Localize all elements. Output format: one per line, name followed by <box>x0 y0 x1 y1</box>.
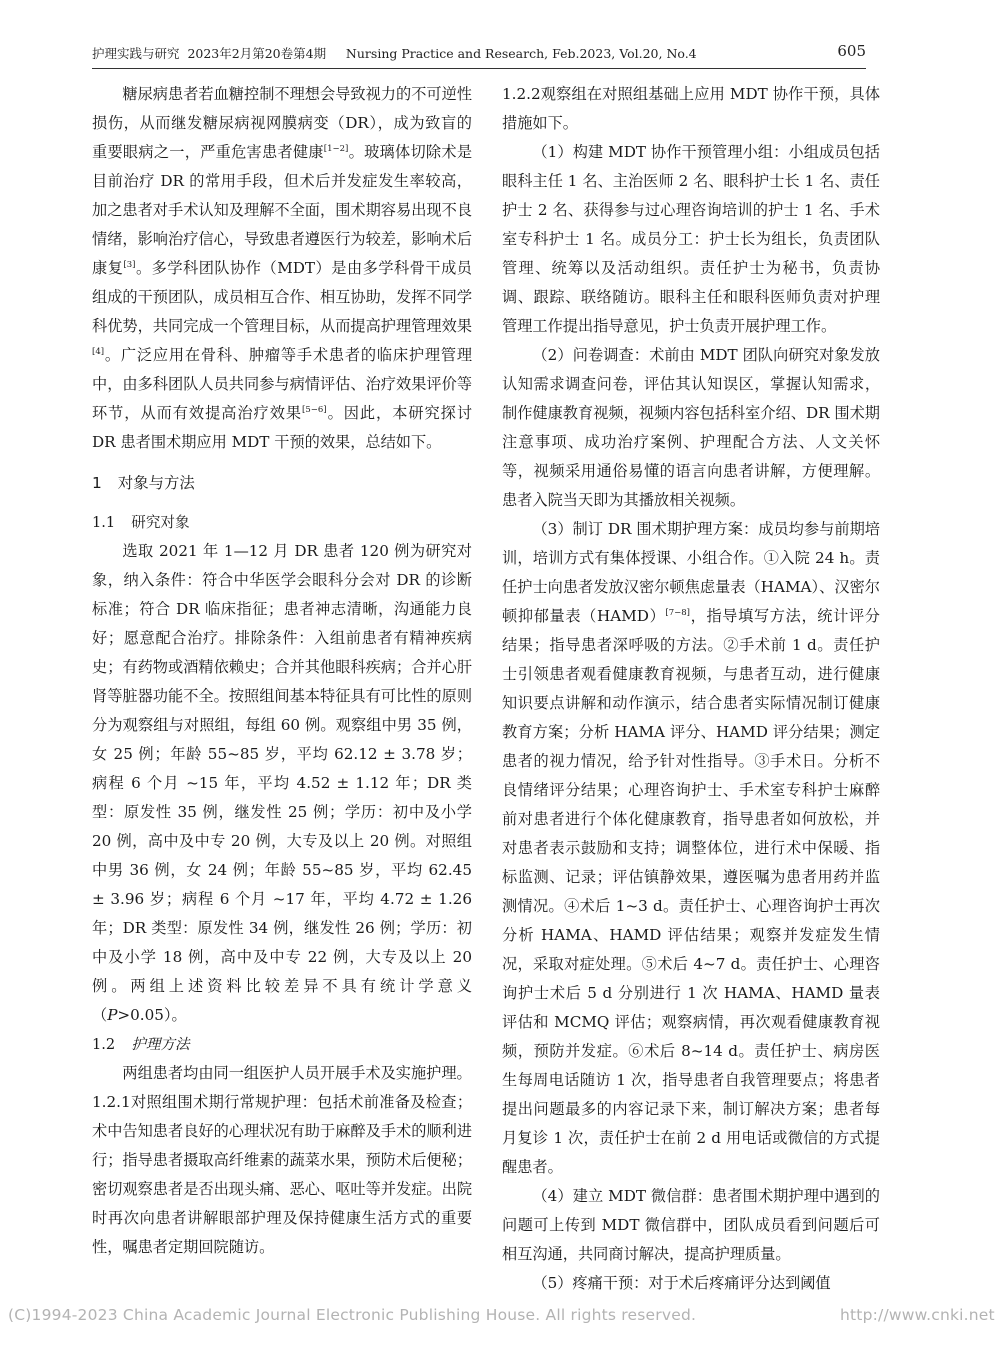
copyright-text: (C)1994-2023 China Academic Journal Electronic Publishing House. All rights reserved. <box>8 1306 697 1324</box>
section-heading-1-1: 1.1 研究对象 <box>92 514 190 531</box>
header-rule <box>92 68 866 69</box>
footer-link[interactable]: http://www.cnki.net <box>840 1306 995 1324</box>
section-number: 1.2.1 <box>92 1093 131 1111</box>
measure-item-4: （4）建立 MDT 微信群：患者围术期护理中遇到的问题可上传到 MDT 微信群中，团队成员看到问题后可相互沟通，共同商讨解决，提高护理质量。 <box>502 1187 880 1263</box>
copyright-footer <box>8 1306 995 1324</box>
control-group-paragraph: 1.2.1对照组围术期行常规护理：包括术前准备及检查；术中告知患者良好的心理状况有助于麻醉及手术的顺利进行；指导患者摄取高纤维素的蔬菜水果，预防术后便秘；密切观察患者是否出现头痛、恶心、呕吐等并发症。出院时再次向患者讲解眼部护理及保持健康生活方式的重要性，嘱患者定期回院随访。 <box>92 1093 472 1256</box>
section-title: 观察组 <box>540 85 587 103</box>
measure-item-5: （5）疼痛干预：对于术后疼痛评分达到阈值 <box>532 1274 831 1292</box>
citation[interactable]: [1−2] <box>323 143 349 154</box>
section-heading-1-2: 1.2 护理方法 <box>92 1036 190 1053</box>
subjects-paragraph: 选取 2021 年 1—12 月 DR 患者 120 例为研究对象，纳入条件：符合中华医学会眼科分会对 DR 的诊断标准；符合 DR 临床指征；患者神志清晰，沟通能力良好；愿意配合治疗。排除条件：入组前患者有精神疾病史；有药物或酒精依赖史；合并其他眼科疾病；合并心肝肾等脏器功能不全。按照组间基本特征具有可比性的原则分为观察组与对照组，每组 60 例。观察组中男 35 例，女 25 例；年龄 55~85 岁，平均 62.12 ± 3.78 岁；病程 6 个月 ~15 年，平均 4.52 ± 1.12 年；DR 类型：原发性 35 例，继发性 25 例；学历：初中及小学 20 例，高中及中专 20 例，大专及以上 20 例。对照组中男 36 例，女 24 例；年龄 55~85 岁，平均 62.45 ± 3.96 岁；病程 6 个月 ~17 年，平均 4.72 ± 1.26 年；DR 类型：原发性 34 例，继发性 26 例；学历：初中及小学 18 例，高中及中专 22 例，大专及以上 20 例。两组上述资料比较差异不具有统计学意义（P>0.05）。 <box>92 542 472 1024</box>
measure-item-1: （1）构建 MDT 协作干预管理小组：小组成员包括眼科主任 1 名、主治医师 2 名、眼科护士长 1 名、责任护士 2 名、获得参与过心理咨询培训的护士 1 名、手术室专科护士 1 名。成员分工：护士长为组长，负责团队管理、统筹以及活动组织。责任护士为秘书，负责协调、跟踪、联络随访。眼科主任和眼科医师负责对护理管理工作提出指导意见，护士负责开展护理工作。 <box>502 143 880 335</box>
citation[interactable]: [5−6] <box>302 404 327 415</box>
observation-group-intro: 1.2.2观察组在对照组基础上应用 MDT 协作干预，具体措施如下。 <box>502 85 881 132</box>
measure-item-2: （2）问卷调查：术前由 MDT 团队向研究对象发放认知需求调查问卷，评估其认知误区，掌握认知需求，制作健康教育视频，视频内容包括科室介绍、DR 围术期注意事项、成功治疗案例、护理配合方法、人文关怀等，视频采用通俗易懂的语言向患者讲解，方便理解。患者入院当天即为其播放相关视频。 <box>502 346 880 509</box>
citation[interactable]: [7−8] <box>665 607 690 618</box>
left-column <box>92 80 472 1262</box>
section-title: 对照组 <box>130 1093 178 1111</box>
measure-item-3: （3）制订 DR 围术期护理方案：成员均参与前期培训，培训方式有集体授课、小组合作。①入院 24 h。责任护士向患者发放汉密尔顿焦虑量表（HAMA）、汉密尔顿抑郁量表（HAMD）[7−8]，指导填写方法，统计评分结果；指导患者深呼吸的方法。②手术前 1 d。责任护士引领患者观看健康教育视频，与患者互动，进行健康知识要点讲解和动作演示，结合患者实际情况制订健康教育方案；分析 HAMA 评分、HAMD 评分结果；测定患者的视力情况，给予针对性指导。③手术日。分析不良情绪评分结果；心理咨询护士、手术室专科护士麻醉前对患者进行个体化健康教育，指导患者如何放松，并对患者表示鼓励和支持；调整体位，进行术中保暖、指标监测、记录；评估镇静效果，遵医嘱为患者用药并监测情况。④术后 1~3 d。责任护士、心理咨询护士再次分析 HAMA、HAMD 评估结果；观察并发症发生情况，采取对症处理。⑤术后 4~7 d。责任护士、心理咨询护士术后 5 d 分别进行 1 次 HAMA、HAMD 量表评估和 MCMQ 评估；观察病情，再次观看健康教育视频，预防并发症。⑥术后 8~14 d。责任护士、病房医生每周电话随访 1 次，指导患者自我管理要点；将患者提出问题最多的内容记录下来，制订解决方案；患者每月复诊 1 次，责任护士在前 2 d 用电话或微信的方式提醒患者。 <box>502 520 880 1176</box>
citation[interactable]: [4] <box>92 346 105 357</box>
section-number: 1.2.2 <box>502 85 541 103</box>
right-column <box>502 80 880 1298</box>
intro-paragraph: 糖尿病患者若血糖控制不理想会导致视力的不可逆性损伤，从而继发糖尿病视网膜病变（DR），成为致盲的重要眼病之一，严重危害患者健康[1−2]。玻璃体切除术是目前治疗 DR 的常用手段，但术后并发症发生率较高，加之患者对手术认知及理解不全面，围术期容易出现不良情绪，影响治疗信心，导致患者遵医行为较差，影响术后康复[3]。多学科团队协作（MDT）是由多学科骨干成员组成的干预团队，成员相互合作、相互协助，发挥不同学科优势，共同完成一个管理目标，从而提高护理管理效果[4]。广泛应用在骨科、肿瘤等手术患者的临床护理管理中，由多科团队人员共同参与病情评估、治疗效果评价等环节，从而有效提高治疗效果[5−6]。因此，本研究探讨 DR 患者围术期应用 MDT 干预的效果，总结如下。 <box>92 85 473 451</box>
section-heading-1: 1 对象与方法 <box>92 474 195 492</box>
journal-citation: 护理实践与研究 2023年2月第20卷第4期 Nursing Practice and Research, Feb.2023, Vol.20, No.4 <box>92 46 697 61</box>
running-header <box>92 40 866 66</box>
citation[interactable]: [3] <box>123 259 136 270</box>
page-number: 605 <box>837 42 866 60</box>
methods-paragraph: 两组患者均由同一组医护人员开展手术及实施护理。 <box>122 1064 472 1082</box>
